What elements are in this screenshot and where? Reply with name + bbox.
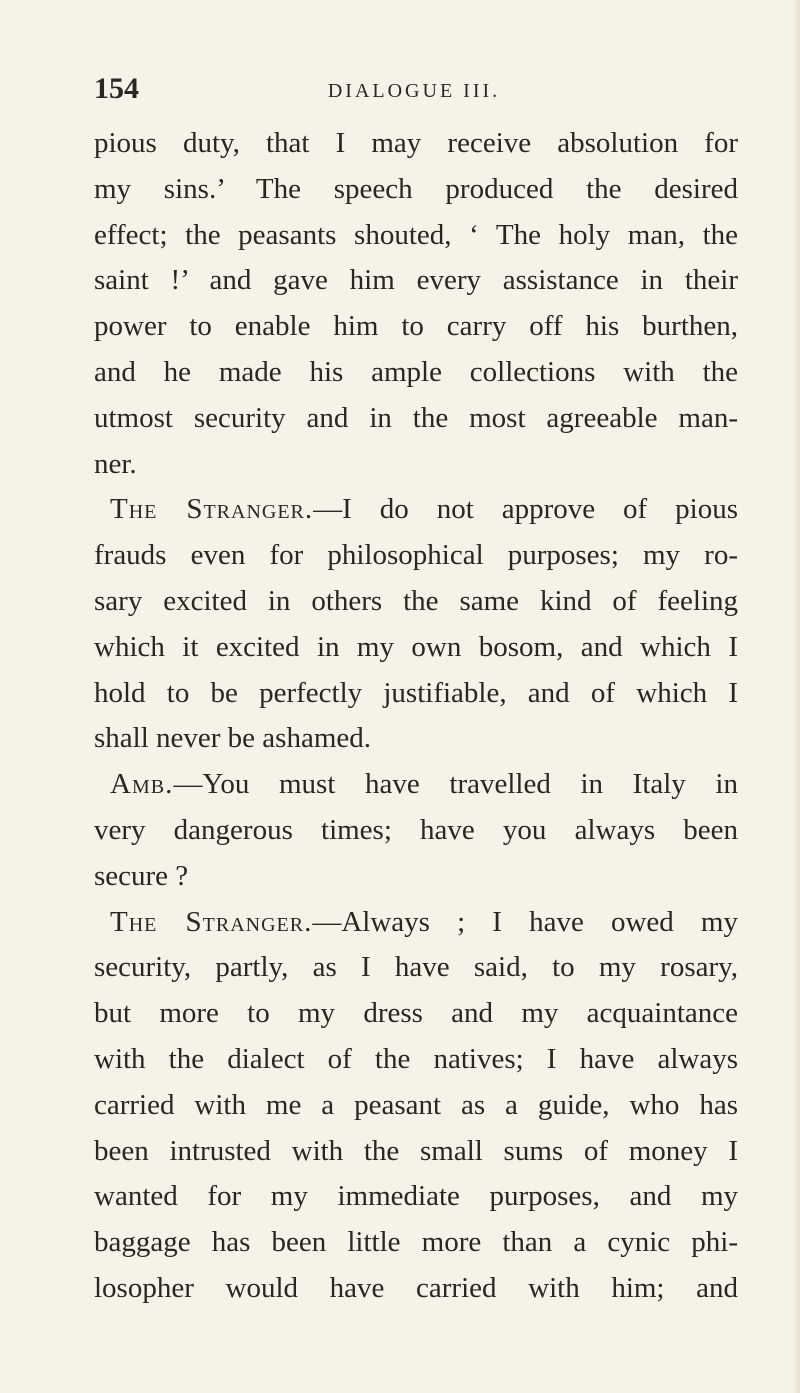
text-line: but more to my dress and my acquaintance	[94, 997, 738, 1030]
text-line: saint !’ and gave him every assistance in their	[94, 264, 738, 297]
text-line: my sins.’ The speech produced the desired	[94, 172, 738, 205]
section-title: DIALOGUE III.	[327, 80, 501, 102]
text-line: security, partly, as I have said, to my rosary,	[94, 951, 738, 984]
text-line: and he made his ample collections with the	[94, 355, 738, 388]
text-line: with the dialect of the natives; I have always	[94, 1042, 738, 1075]
text-line: sary excited in others the same kind of feeling	[94, 584, 738, 617]
speech-line	[94, 487, 738, 533]
speech-text: —I do not approve of pious	[313, 493, 738, 526]
text-line: utmost security and in the most agreeable man-	[94, 401, 738, 434]
text-line: shall never be ashamed.	[94, 722, 372, 755]
speech-text: —You must have travelled in Italy in	[173, 768, 738, 801]
text-line: very dangerous times; have you always been	[94, 813, 738, 846]
text-line: baggage has been little more than a cynic phi-	[94, 1226, 738, 1259]
speech-line	[94, 762, 738, 808]
speaker-name: The Stranger.	[110, 905, 313, 938]
speech-text: —Always ; I have owed my	[312, 905, 738, 938]
text-line: power to enable him to carry off his burthen,	[94, 310, 738, 343]
speech-line	[94, 900, 738, 946]
text-line: hold to be perfectly justifiable, and of which I	[94, 676, 738, 709]
body-text	[94, 121, 738, 1312]
text-line: secure ?	[94, 859, 189, 892]
text-line: frauds even for philosophical purposes; my ro-	[94, 539, 738, 572]
text-line: been intrusted with the small sums of money I	[94, 1134, 738, 1167]
text-line: losopher would have carried with him; and	[94, 1271, 738, 1304]
running-head	[94, 72, 734, 112]
text-line: effect; the peasants shouted, ‘ The holy man, the	[94, 218, 738, 251]
page-number: 154	[94, 72, 139, 105]
speaker-name: Amb.	[110, 768, 174, 801]
text-line: pious duty, that I may receive absolution for	[94, 127, 738, 159]
text-line: carried with me a peasant as a guide, who has	[94, 1088, 738, 1121]
speaker-name: The Stranger.	[110, 493, 314, 526]
page-edge-shadow	[792, 0, 800, 1393]
text-line: wanted for my immediate purposes, and my	[94, 1180, 738, 1213]
text-line: ner.	[94, 447, 137, 480]
text-line: which it excited in my own bosom, and which I	[94, 630, 738, 663]
